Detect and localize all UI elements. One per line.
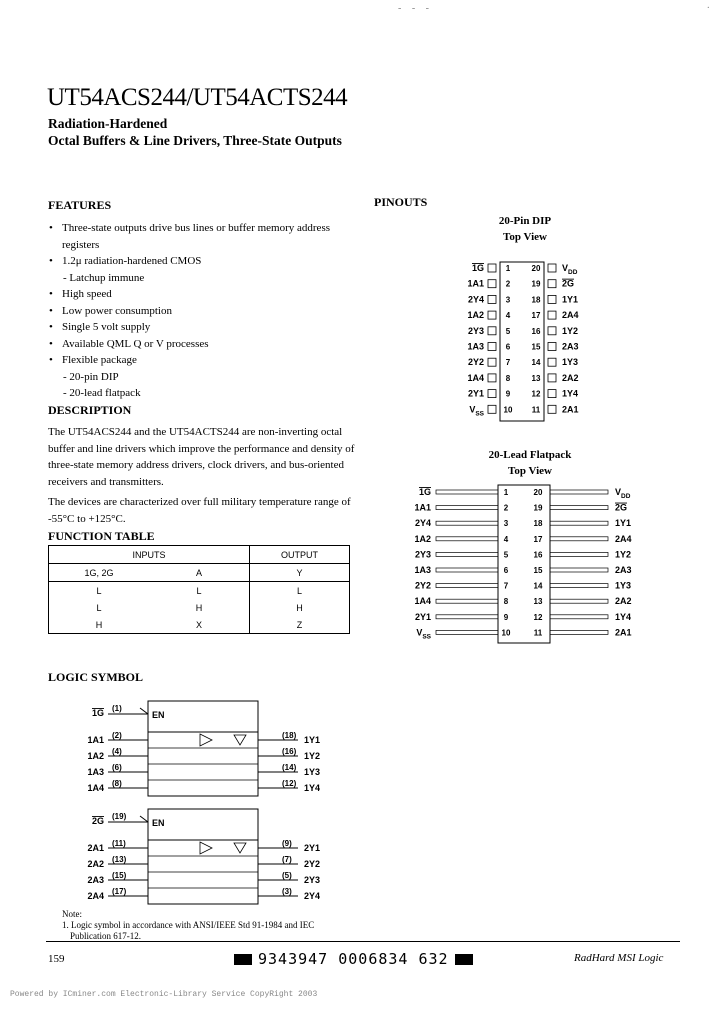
g2-input-label: 2A2 bbox=[87, 859, 104, 869]
pinouts-heading: PINOUTS bbox=[374, 195, 428, 209]
dip-view-text: Top View bbox=[503, 231, 547, 243]
g1-output-label: 1Y2 bbox=[304, 751, 321, 761]
list-item: • Single 5 volt supply bbox=[49, 319, 369, 336]
flatpack-title-text: 20-Lead Flatpack bbox=[488, 449, 572, 461]
flatpack-pin-number: 6 bbox=[503, 566, 509, 575]
dip-pin-number: 5 bbox=[505, 326, 511, 336]
table-cell: Z bbox=[250, 616, 350, 634]
barcode-block-left bbox=[234, 954, 252, 965]
dip-pin-number: 8 bbox=[505, 373, 511, 383]
list-item: - Latchup immune bbox=[63, 271, 145, 284]
table-cell: L bbox=[196, 585, 202, 596]
dip-pin-label: 1A1 bbox=[467, 278, 484, 289]
g2-output-label: 2Y4 bbox=[304, 891, 321, 901]
flatpack-pin-number: 11 bbox=[533, 628, 543, 638]
scan-dot: · bbox=[706, 3, 710, 14]
table-cell: H bbox=[195, 602, 203, 613]
flatpack-pin-label: 2Y2 bbox=[414, 580, 431, 591]
table-cell: L bbox=[49, 582, 150, 600]
flatpack-pin-label: 1G bbox=[418, 487, 431, 497]
list-item: - 20-pin DIP bbox=[63, 370, 119, 383]
g1-three-state-symbol bbox=[234, 735, 246, 745]
page-number: 159 bbox=[48, 953, 65, 965]
dip-pin-label: $V_{SS}$ bbox=[469, 404, 484, 418]
g2-enable-label: 2G bbox=[91, 816, 104, 826]
g1-input-label: 1A4 bbox=[87, 783, 104, 793]
watermark-note: Powered by ICminer.com Electronic-Library Service CopyRight 2003 bbox=[10, 990, 318, 999]
g1-output-label: 1Y1 bbox=[304, 735, 321, 745]
table-cell: L bbox=[250, 582, 350, 600]
dip-pin-number: 15 bbox=[531, 342, 541, 352]
g1-en-label: EN bbox=[152, 710, 165, 720]
list-item: • High speed bbox=[49, 286, 369, 303]
flatpack-pin-number: 12 bbox=[533, 612, 543, 622]
g1-output-label: 1Y4 bbox=[304, 783, 321, 793]
logic-symbol bbox=[87, 701, 320, 904]
flatpack-pin-number: 2 bbox=[503, 503, 509, 513]
g1-output-pin: (14) bbox=[282, 763, 297, 772]
flatpack-pin-label: 2A1 bbox=[615, 627, 632, 638]
dip-pin-label: 2A1 bbox=[562, 404, 579, 415]
barcode-text: 9343947 0006834 632 bbox=[258, 950, 449, 968]
description-paragraph-2: The devices are characterized over full military temperature range of -55°C to +125°C. bbox=[48, 496, 351, 525]
subtitle-line2: Octal Buffers & Line Drivers, Three-State Outputs bbox=[48, 133, 342, 148]
dip-pin-number: 10 bbox=[503, 405, 513, 415]
notes-text-2: Publication 617-12. bbox=[70, 931, 141, 941]
g1-input-pin: (4) bbox=[112, 747, 122, 756]
flatpack-pin-label: 1Y1 bbox=[615, 518, 632, 529]
g2-input-label: 2A3 bbox=[87, 875, 104, 885]
dip-pin-label: 1G bbox=[471, 263, 484, 273]
flatpack-pin-number: 1 bbox=[503, 488, 509, 497]
flatpack-pin-label: 2A4 bbox=[615, 533, 632, 544]
list-item: • Flexible package bbox=[49, 352, 369, 369]
g1-enable-label: 1G bbox=[91, 708, 104, 718]
g1-input-label: 1A1 bbox=[87, 735, 104, 745]
g1-enable-pin: (1) bbox=[112, 704, 122, 713]
flatpack-pin-number: 20 bbox=[533, 488, 543, 497]
flatpack-pin-number: 5 bbox=[503, 550, 509, 560]
scan-mark: - - - bbox=[398, 3, 433, 14]
g2-output-label: 2Y2 bbox=[304, 859, 321, 869]
g2-output-label: 2Y3 bbox=[304, 875, 321, 885]
dip-pin-number: 9 bbox=[505, 389, 511, 399]
g1-output-pin: (16) bbox=[282, 747, 297, 756]
g2-output-pin: (3) bbox=[282, 887, 292, 896]
dip-pin-number: 6 bbox=[505, 342, 511, 352]
brand-footer: RadHard MSI Logic bbox=[574, 952, 664, 964]
footer-divider bbox=[46, 941, 680, 942]
flatpack-pin-number: 14 bbox=[533, 581, 543, 591]
col-a-header: A bbox=[149, 564, 250, 582]
g2-en-label: EN bbox=[152, 818, 165, 828]
flatpack-pin-label: 2A2 bbox=[615, 596, 632, 607]
flatpack-pin-label: 2Y4 bbox=[414, 518, 431, 529]
flatpack-pin-number: 13 bbox=[533, 597, 543, 607]
flatpack-pin-number: 19 bbox=[533, 503, 543, 513]
flatpack-pin-number: 3 bbox=[503, 519, 509, 529]
subtitle-line1: Radiation-Hardened bbox=[48, 116, 168, 131]
g2-input-pin: (13) bbox=[112, 855, 127, 864]
flatpack-pin-label: 2Y3 bbox=[414, 549, 431, 560]
flatpack-pin-label: 1Y4 bbox=[615, 611, 632, 622]
barcode-block-right bbox=[455, 954, 473, 965]
dip-pin-number: 11 bbox=[531, 405, 541, 415]
g2-input-pin: (15) bbox=[112, 871, 127, 880]
flatpack-pin-number: 4 bbox=[503, 534, 509, 544]
g1-input-label: 1A3 bbox=[87, 767, 104, 777]
dip-pin-label: 1A4 bbox=[467, 372, 484, 383]
dip-pin-label: 1A3 bbox=[467, 341, 484, 352]
function-table-heading: FUNCTION TABLE bbox=[48, 529, 155, 543]
dip-pin-label: 2Y3 bbox=[467, 325, 484, 336]
g2-polarity-indicator bbox=[140, 816, 148, 822]
g1-output-label: 1Y3 bbox=[304, 767, 321, 777]
dip-pin-number: 4 bbox=[505, 311, 511, 321]
dip-pin-number: 12 bbox=[531, 389, 541, 399]
flatpack-pin-number: 7 bbox=[503, 581, 509, 591]
barcode bbox=[228, 950, 479, 968]
g2-input-label: 2A4 bbox=[87, 891, 104, 901]
flatpack-pin-number: 18 bbox=[533, 519, 543, 529]
notes bbox=[62, 909, 392, 942]
g2-three-state-symbol bbox=[234, 843, 246, 853]
list-item: • 1.2μ radiation-hardened CMOS bbox=[49, 253, 369, 270]
dip-pin-label: 2Y4 bbox=[467, 294, 484, 305]
g2-input-pin: (11) bbox=[112, 839, 126, 848]
col-g-header: 1G, 2G bbox=[49, 564, 150, 582]
table-cell: H bbox=[250, 599, 350, 616]
g2-output-pin: (9) bbox=[282, 839, 292, 848]
flatpack-pin-label: 1A2 bbox=[414, 533, 431, 544]
table-cell: H bbox=[49, 616, 150, 634]
g1-output-pin: (12) bbox=[282, 779, 297, 788]
flatpack-pin-label: $V_{SS}$ bbox=[416, 627, 431, 641]
flatpack-pin-label: 1Y2 bbox=[615, 549, 632, 560]
g1-buffer-symbol bbox=[200, 734, 212, 746]
description-heading: DESCRIPTION bbox=[48, 403, 132, 417]
flatpack-pin-label: 2G bbox=[615, 502, 628, 513]
list-item: • Low power consumption bbox=[49, 303, 369, 320]
g2-output-label: 2Y1 bbox=[304, 843, 321, 853]
dip-pin-number: 14 bbox=[531, 358, 541, 368]
g2-input-label: 2A1 bbox=[87, 843, 104, 853]
dip-pin-number: 18 bbox=[531, 295, 541, 305]
dip-pin-number: 20 bbox=[531, 264, 541, 273]
dip-pin-label: 2Y1 bbox=[467, 388, 484, 399]
flatpack-pin-number: 8 bbox=[503, 597, 509, 607]
dip-pin-label: 2A2 bbox=[562, 372, 579, 383]
flatpack-pin-number: 10 bbox=[501, 628, 511, 638]
list-item: • Available QML Q or V processes bbox=[49, 336, 369, 353]
dip-pin-label: 2A4 bbox=[562, 310, 579, 321]
flatpack-pin-label: 2A3 bbox=[615, 565, 632, 575]
g1-input-label: 1A2 bbox=[87, 751, 104, 761]
g2-buffer-symbol bbox=[200, 842, 212, 854]
flatpack-pin-label: 2Y1 bbox=[414, 611, 431, 622]
dip-pin-label: 1Y3 bbox=[562, 357, 579, 368]
dip-pin-label: 1Y1 bbox=[562, 294, 579, 305]
dip-pin-label: 1Y4 bbox=[562, 388, 579, 399]
features-heading: FEATURES bbox=[48, 198, 112, 212]
dip-pin-label: $V_{DD}$ bbox=[562, 263, 578, 276]
g2-output-pin: (7) bbox=[282, 855, 292, 864]
flatpack-pin-label: 1A1 bbox=[414, 502, 431, 513]
g1-input-pin: (8) bbox=[112, 779, 122, 788]
flatpack-pin-number: 16 bbox=[533, 550, 543, 560]
dip-pin-label: 2Y2 bbox=[467, 357, 484, 368]
list-item: - 20-lead flatpack bbox=[63, 387, 141, 399]
flatpack-pin-label: 1Y3 bbox=[615, 580, 632, 591]
dip-title-text: 20-Pin DIP bbox=[498, 215, 552, 227]
g1-input-pin: (6) bbox=[112, 763, 122, 772]
description-paragraph-1: The UT54ACS244 and the UT54ACTS244 are non-inverting octal buffer and line drivers which improve the performance and density of three-state memory address drivers, clock drivers, and bus-oriented receivers and transmitters. bbox=[48, 426, 355, 488]
dip-pin-number: 17 bbox=[531, 311, 541, 321]
flatpack-pin-number: 15 bbox=[533, 566, 543, 575]
dip-pin-number: 13 bbox=[531, 373, 541, 383]
dip-pin-label: 2G bbox=[562, 278, 575, 289]
flatpack-pin-label: 1A4 bbox=[414, 596, 431, 607]
flatpack-pin-number: 17 bbox=[533, 534, 543, 544]
flatpack-pin-label: $V_{DD}$ bbox=[615, 487, 631, 500]
dip-pin-label: 1Y2 bbox=[562, 325, 579, 336]
dip-pin-number: 1 bbox=[505, 264, 511, 273]
col-y-header: Y bbox=[250, 564, 350, 582]
dip-pin-number: 16 bbox=[531, 326, 541, 336]
dip-pin-label: 1A2 bbox=[467, 310, 484, 321]
dip-pin-label: 2A3 bbox=[562, 341, 579, 352]
notes-text-1: 1. Logic symbol in accordance with ANSI/IEEE Std 91-1984 and IEC bbox=[62, 920, 315, 930]
flatpack-pin-number: 9 bbox=[503, 612, 509, 622]
g2-enable-pin: (19) bbox=[112, 812, 127, 821]
output-header: OUTPUT bbox=[250, 546, 350, 564]
dip-pin-number: 7 bbox=[505, 358, 511, 368]
g1-input-pin: (2) bbox=[112, 731, 122, 740]
list-item: • Three-state outputs drive bus lines or buffer memory address registers bbox=[49, 220, 369, 253]
inputs-header: INPUTS bbox=[49, 546, 250, 564]
page-title: UT54ACS244/UT54ACTS244 bbox=[47, 84, 348, 111]
dip-pin-number: 19 bbox=[531, 279, 541, 289]
g2-output-pin: (5) bbox=[282, 871, 292, 880]
g1-polarity-indicator bbox=[140, 708, 148, 714]
g1-output-pin: (18) bbox=[282, 731, 297, 740]
flatpack-pin-label: 1A3 bbox=[414, 565, 431, 575]
table-cell: L bbox=[49, 599, 150, 616]
notes-label: Note: bbox=[62, 909, 82, 919]
flatpack-view-text: Top View bbox=[508, 465, 552, 477]
logic-symbol-heading: LOGIC SYMBOL bbox=[48, 670, 144, 684]
dip-pin-number: 2 bbox=[505, 279, 511, 289]
dip-pin-number: 3 bbox=[505, 295, 511, 305]
table-cell: X bbox=[149, 616, 250, 634]
g2-input-pin: (17) bbox=[112, 887, 127, 896]
